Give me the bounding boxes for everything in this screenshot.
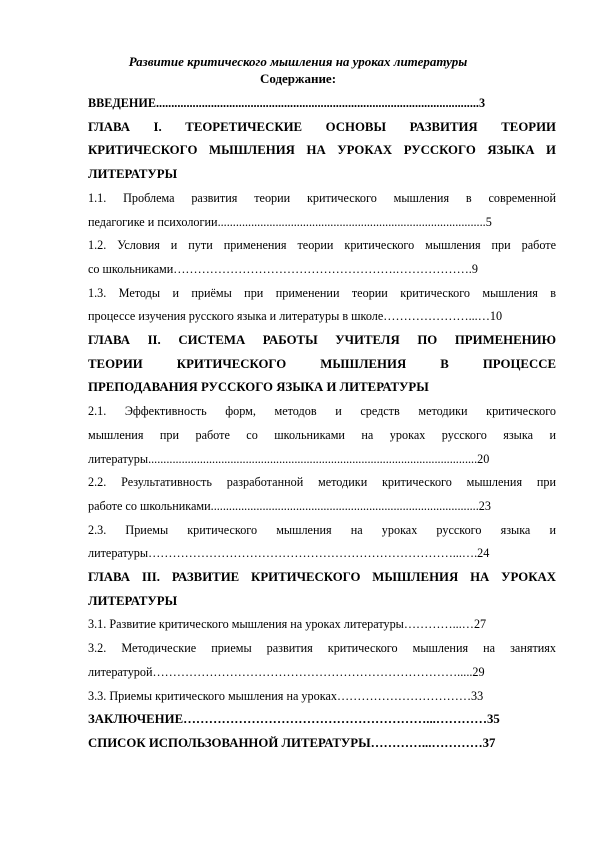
toc-section-3-3: 3.3. Приемы критического мышления на уроках……………………………33	[88, 688, 484, 703]
toc-chapter-1-line-1: ГЛАВА I. ТЕОРЕТИЧЕСКИЕ ОСНОВЫ РАЗВИТИЯ ТЕОРИИ	[88, 119, 556, 134]
toc-section-2-2-line-2: работе со школьниками........................................................................................23	[88, 498, 491, 513]
toc-references: СПИСОК ИСПОЛЬЗОВАННОЙ ЛИТЕРАТУРЫ…………...…………37	[88, 735, 496, 750]
toc-section-2-1-line-2: мышления при работе со школьниками на уроках русского языка и	[88, 427, 556, 442]
toc-section-3-2-line-1: 3.2. Методические приемы развития критического мышления на занятиях	[88, 641, 556, 656]
toc-chapter-2-line-1: ГЛАВА II. СИСТЕМА РАБОТЫ УЧИТЕЛЯ ПО ПРИМЕНЕНИЮ	[88, 333, 556, 348]
toc-chapter-3-line-1: ГЛАВА III. РАЗВИТИЕ КРИТИЧЕСКОГО МЫШЛЕНИЯ НА УРОКАХ	[88, 570, 556, 585]
toc-chapter-2-line-2: ТЕОРИИ КРИТИЧЕСКОГО МЫШЛЕНИЯ В ПРОЦЕССЕ	[88, 356, 556, 371]
toc-section-3-1: 3.1. Развитие критического мышления на уроках литературы…………...…27	[88, 617, 487, 632]
toc-chapter-3-line-2: ЛИТЕРАТУРЫ	[88, 593, 178, 608]
toc-chapter-1-line-2: КРИТИЧЕСКОГО МЫШЛЕНИЯ НА УРОКАХ РУССКОГО ЯЗЫКА И	[88, 143, 556, 158]
toc-section-2-1-line-3: литературы............................................................................................................20	[88, 451, 490, 466]
toc-section-2-3-line-1: 2.3. Приемы критического мышления на уроках русского языка и	[88, 522, 556, 537]
toc-heading: Содержание:	[259, 71, 337, 86]
toc-section-1-2-line-1: 1.2. Условия и пути применения теории критического мышления при работе	[88, 238, 556, 253]
toc-section-2-2-line-1: 2.2. Результативность разработанной методики критического мышления при	[88, 475, 556, 490]
toc-section-1-3-line-1: 1.3. Методы и приёмы при применении теории критического мышления в	[88, 285, 556, 300]
toc-section-3-2-line-2: литературой………………………………………………………………….....29	[88, 664, 485, 679]
toc-intro: ВВЕДЕНИЕ..........................................................................................................3	[88, 96, 486, 110]
toc-section-1-1-line-2: педагогике и психологии........................................................................................5	[88, 214, 492, 229]
toc-section-1-2-line-2: со школьниками……………………………………………….……………….9	[88, 261, 478, 276]
toc-conclusion: ЗАКЛЮЧЕНИЕ…………………………………………………...…………35	[88, 712, 500, 727]
toc-chapter-1-line-3: ЛИТЕРАТУРЫ	[88, 167, 178, 182]
document-title: Развитие критического мышления на уроках литературы	[128, 54, 468, 69]
toc-section-2-3-line-2: литературы…………………………………………………………………...….24	[88, 546, 490, 561]
toc-section-2-1-line-1: 2.1. Эффективность форм, методов и средств методики критического	[88, 404, 556, 419]
table-of-contents	[88, 92, 556, 756]
toc-section-1-1-line-1: 1.1. Проблема развития теории критического мышления в современной	[88, 190, 556, 205]
toc-section-1-3-line-2: процессе изучения русского языка и литературы в школе…………………...…10	[88, 309, 503, 324]
toc-chapter-2-line-3: ПРЕПОДАВАНИЯ РУССКОГО ЯЗЫКА И ЛИТЕРАТУРЫ	[88, 380, 429, 395]
